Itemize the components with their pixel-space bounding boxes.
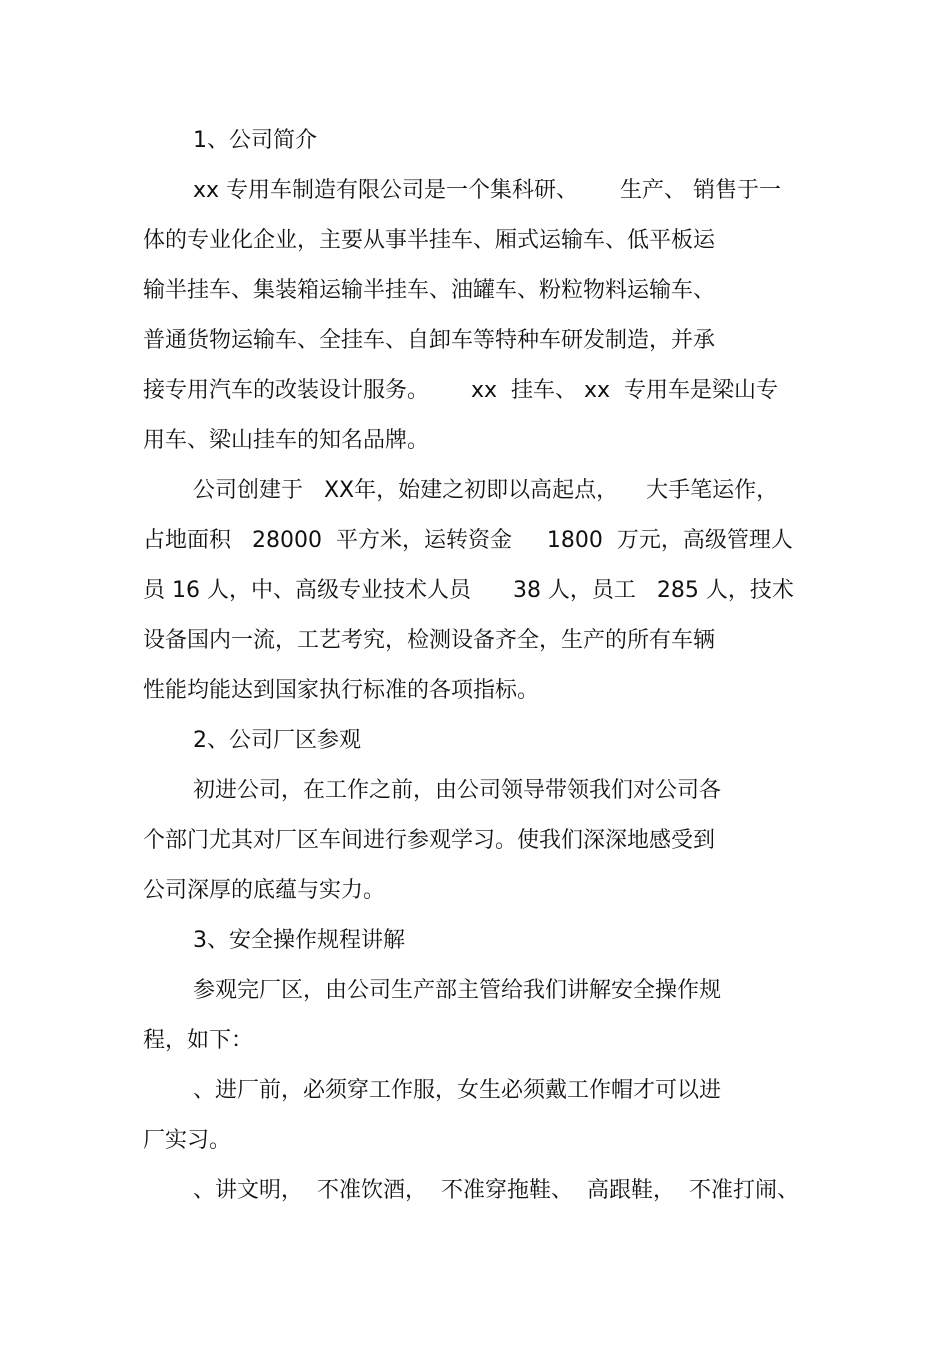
paragraph-line: 普通货物运输车、全挂车、自卸车等特种车研发制造，并承: [143, 328, 716, 353]
paragraph-line: 公司创建于 XX年，始建之初即以高起点， 大手笔运作，: [193, 478, 779, 503]
paragraph-line: 公司深厚的底蕴与实力。: [143, 878, 386, 903]
paragraph-line: 初进公司，在工作之前，由公司领导带领我们对公司各: [193, 778, 722, 803]
paragraph-line: 参观完厂区，由公司生产部主管给我们讲解安全操作规: [193, 978, 722, 1003]
paragraph-line: 员 16 人，中、高级专业技术人员 38 人，员工 285 人，技术: [143, 578, 794, 603]
paragraph-line: 性能均能达到国家执行标准的各项指标。: [143, 678, 540, 703]
paragraph-line: 接专用汽车的改装设计服务。 xx 挂车、 xx 专用车是梁山专: [143, 378, 779, 403]
rule-item: 、进厂前，必须穿工作服，女生必须戴工作帽才可以进: [193, 1078, 722, 1103]
paragraph-line: 设备国内一流，工艺考究，检测设备齐全，生产的所有车辆: [143, 628, 716, 653]
paragraph-line: 体的专业化企业，主要从事半挂车、厢式运输车、低平板运: [143, 228, 716, 253]
paragraph-line: xx 专用车制造有限公司是一个集科研、 生产、 销售于一: [193, 178, 781, 203]
rule-item: 、讲文明， 不准饮酒， 不准穿拖鞋、 高跟鞋， 不准打闹、: [193, 1178, 799, 1203]
section-heading-factory-visit: 2、公司厂区参观: [193, 728, 361, 753]
paragraph-line: 用车、梁山挂车的知名品牌。: [143, 428, 430, 453]
section-heading-safety-rules: 3、安全操作规程讲解: [193, 928, 405, 953]
paragraph-line: 输半挂车、集装箱运输半挂车、油罐车、粉粒物料运输车、: [143, 278, 716, 303]
paragraph-line: 个部门尤其对厂区车间进行参观学习。使我们深深地感受到: [143, 828, 716, 853]
paragraph-line: 程，如下：: [143, 1028, 254, 1053]
section-heading-company-intro: 1、公司简介: [193, 128, 317, 153]
rule-item: 厂实习。: [143, 1128, 232, 1153]
paragraph-line: 占地面积 28000 平方米，运转资金 1800 万元，高级管理人: [143, 528, 793, 553]
